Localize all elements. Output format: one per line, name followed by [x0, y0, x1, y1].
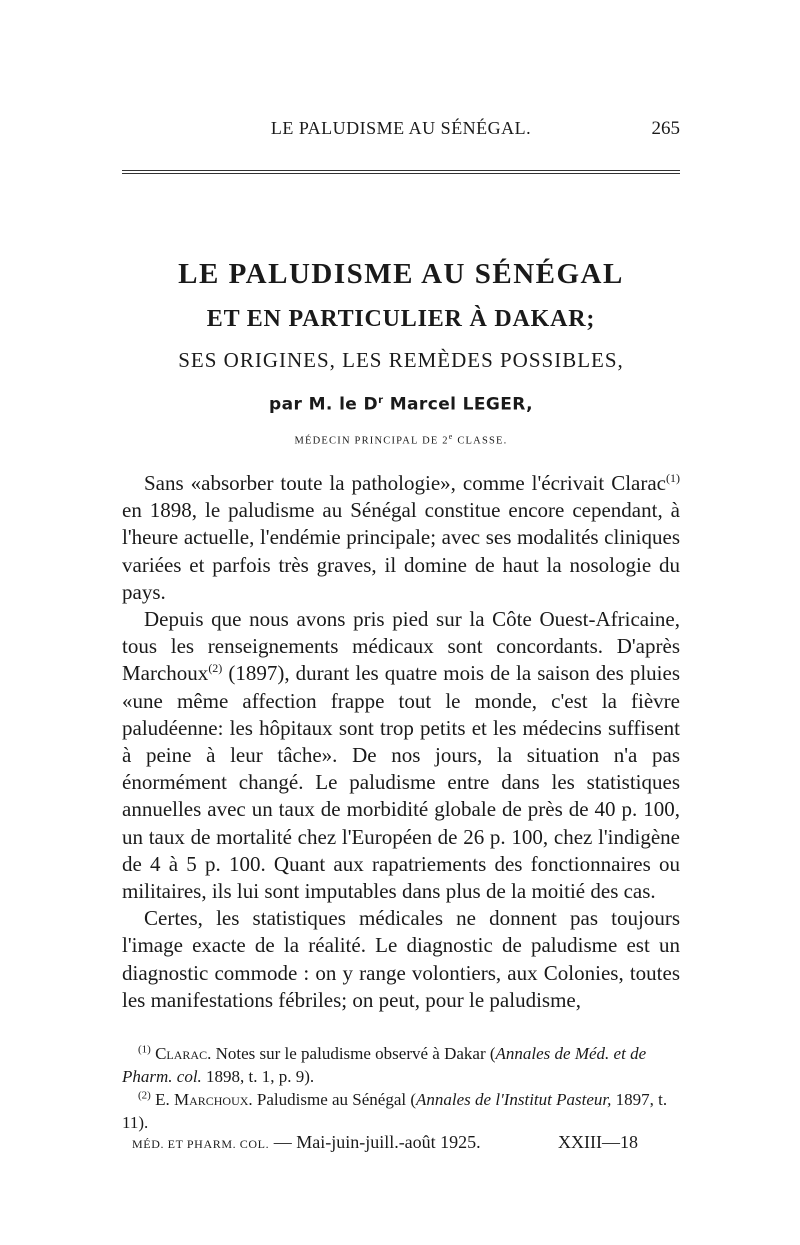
footnote-2-journal: Annales de l'Institut Pasteur,	[416, 1090, 612, 1109]
byline-superscript: r	[378, 395, 384, 406]
rank-suffix: CLASSE.	[453, 435, 508, 447]
footnote-1-text: Notes sur le paludisme observé à Dakar (	[211, 1044, 496, 1063]
footnote-1-journal: Annales de Méd. et de Pharm. col.	[122, 1044, 647, 1086]
footnote-2-author: E. Marchoux.	[155, 1090, 253, 1109]
footnote-1-author: Clarac.	[155, 1044, 212, 1063]
article-body	[122, 470, 680, 1014]
signature-line	[122, 1132, 680, 1158]
issue-date: — Mai-juin-juill.-août 1925.	[269, 1132, 481, 1152]
paragraph-3: Certes, les statistiques médicales ne donnent pas toujours l'image exacte de la réalité. Le diagnostic de paludisme est un diagnostic commode : on y range volontiers, aux Colonies, toutes les manifestations fébriles; on peut, pour le paludisme,	[122, 906, 680, 1012]
rank-prefix: MÉDECIN PRINCIPAL DE 2	[294, 435, 449, 447]
paragraph-2-text-a: Depuis que nous avons pris pied sur la Côte Ouest-Africaine, tous les renseignements médicaux sont concordants. D'après Marchoux	[122, 607, 680, 686]
footnote-ref-2: (2)	[208, 661, 223, 676]
footnote-2-tail: 1897, t. 11).	[122, 1090, 668, 1132]
article-title-line-2: ET EN PARTICULIER À DAKAR;	[206, 306, 596, 332]
author-rank	[122, 432, 680, 447]
printer-signature: XXIII—18	[558, 1132, 638, 1152]
paragraph-1-text-b: en 1898, le paludisme au Sénégal constitue encore cependant, à l'heure actuelle, l'endémie principale; avec ses modalités cliniques variées et parfois très graves, il domine de haut la nosologie du pays.	[122, 498, 680, 604]
journal-issue	[132, 1132, 481, 1153]
footnote-ref-1: (1)	[666, 471, 680, 485]
journal-abbreviation: MÉD. ET PHARM. COL.	[132, 1137, 270, 1151]
rank-superscript: e	[448, 431, 454, 441]
article-title-line-1: LE PALUDISME AU SÉNÉGAL	[178, 258, 624, 290]
header-rule	[122, 170, 680, 174]
footnotes	[122, 1042, 680, 1134]
footnote-2-mark: (2)	[138, 1089, 151, 1102]
footnote-1	[122, 1042, 680, 1088]
paragraph-1-text-a: Sans «absorber toute la pathologie», comme l'écrivait Clarac	[144, 471, 666, 495]
author-byline	[122, 388, 680, 418]
byline-name: Marcel LEGER,	[383, 394, 533, 415]
paragraph-2	[122, 606, 680, 905]
page-number: 265	[651, 118, 680, 139]
byline-prefix: par M. le D	[269, 394, 379, 415]
footnote-2-text: Paludisme au Sénégal (	[252, 1090, 417, 1109]
running-head	[122, 118, 680, 142]
paragraph-2-text-b: (1897), durant les quatre mois de la saison des pluies «une même affection frappe tout le monde, c'est la fièvre paludéenne: les hôpitaux sont trop petits et les médecins suffisent à peine à leur tâche». De nos jours, la situation n'a pas énormément changé. Le paludisme entre dans les statistiques annuelles avec un taux de morbidité globale de près de 40 p. 100, un taux de mortalité chez l'Européen de 26 p. 100, chez l'indigène de 4 à 5 p. 100. Quant aux rapatriements des fonctionnaires ou militaires, ils lui sont imputables dans plus de la moitié des cas.	[122, 661, 680, 904]
article-title-line-3: SES ORIGINES, LES REMÈDES POSSIBLES,	[178, 348, 624, 372]
running-head-title: LE PALUDISME AU SÉNÉGAL.	[270, 118, 532, 138]
footnote-1-mark: (1)	[138, 1043, 151, 1056]
paragraph-1	[122, 470, 680, 606]
footnote-2	[122, 1088, 680, 1134]
footnote-1-tail: 1898, t. 1, p. 9).	[201, 1067, 315, 1086]
article-title-block	[122, 256, 680, 446]
